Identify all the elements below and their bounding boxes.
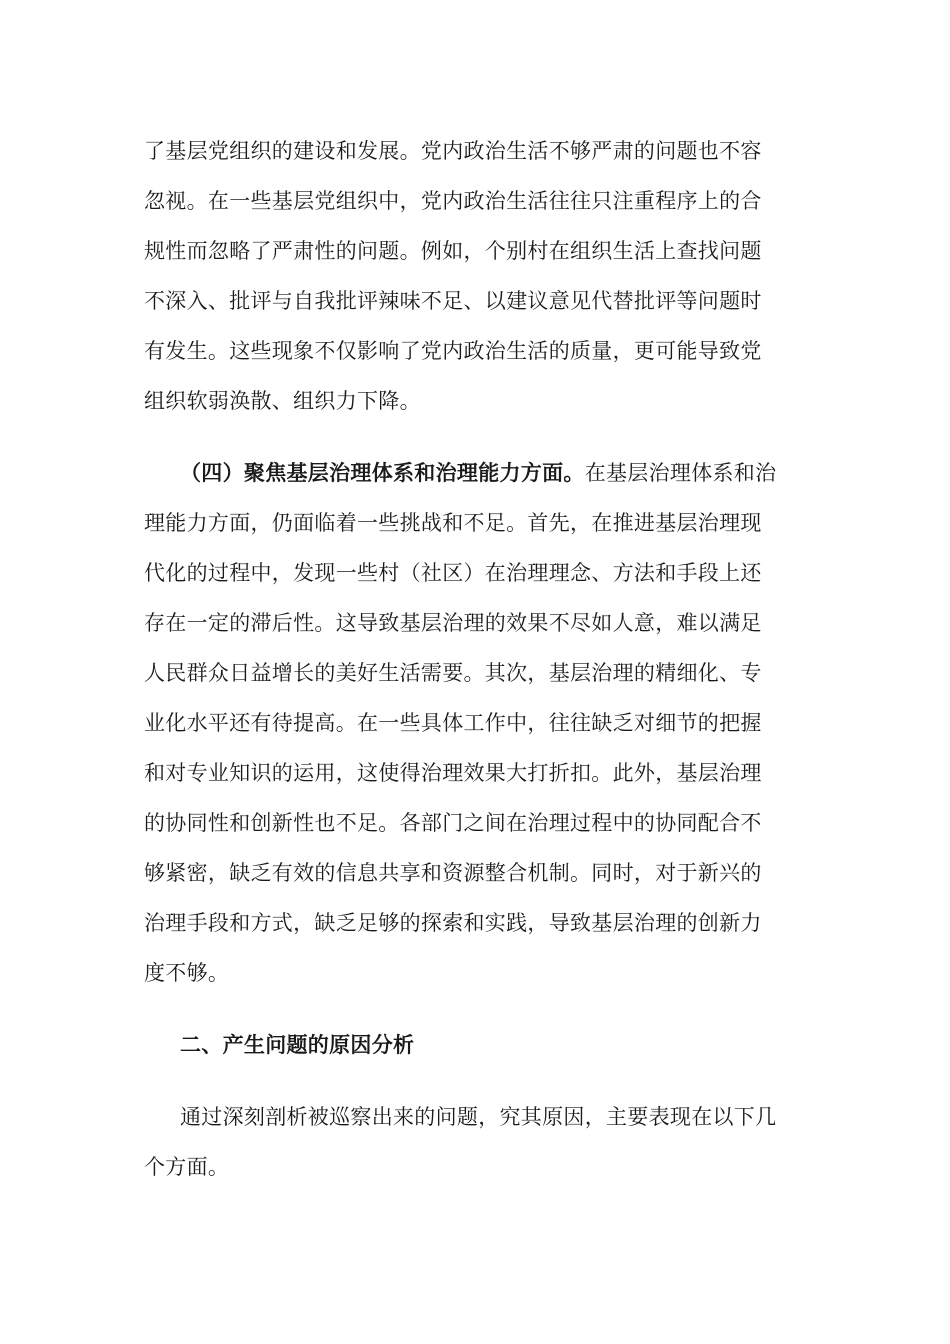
- text-line: 理能力方面，仍面临着一些挑战和不足。首先，在推进基层治理现: [144, 511, 762, 535]
- text-line-first: [144, 448, 809, 498]
- text-line: 组织软弱涣散、组织力下降。: [144, 389, 421, 413]
- text-line: 不深入、批评与自我批评辣味不足、以建议意见代替批评等问题时: [144, 289, 762, 313]
- text-line: 忽视。在一些基层党组织中，党内政治生活往往只注重程序上的合: [144, 189, 762, 213]
- text-line: 有发生。这些现象不仅影响了党内政治生活的质量，更可能导致党: [144, 339, 762, 363]
- paragraph-spacer: [144, 426, 809, 448]
- section-heading: 二、产生问题的原因分析: [180, 1033, 415, 1057]
- text-line: 的协同性和创新性也不足。各部门之间在治理过程中的协同配合不: [144, 811, 762, 835]
- text-line: 个方面。: [144, 1155, 230, 1179]
- text-line: 存在一定的滞后性。这导致基层治理的效果不尽如人意，难以满足: [144, 611, 762, 635]
- text-line: 代化的过程中，发现一些村（社区）在治理理念、方法和手段上还: [144, 561, 762, 585]
- paragraph-spacer: [144, 998, 809, 1020]
- text-line: 了基层党组织的建设和发展。党内政治生活不够严肃的问题也不容: [144, 139, 762, 163]
- text-line: 业化水平还有待提高。在一些具体工作中，往往缺乏对细节的把握: [144, 711, 762, 735]
- text-run: 在基层治理体系和治: [584, 461, 777, 485]
- text-line: 够紧密，缺乏有效的信息共享和资源整合机制。同时，对于新兴的: [144, 861, 762, 885]
- paragraph-2: [144, 448, 809, 998]
- paragraph-1: [144, 126, 809, 426]
- text-line: 和对专业知识的运用，这使得治理效果大打折扣。此外，基层治理: [144, 761, 762, 785]
- paragraph-3: [144, 1092, 809, 1192]
- paragraph-spacer: [144, 1070, 809, 1092]
- subsection-heading: （四）聚焦基层治理体系和治理能力方面。: [180, 461, 585, 485]
- text-line: 人民群众日益增长的美好生活需要。其次，基层治理的精细化、专: [144, 661, 762, 685]
- text-line: 治理手段和方式，缺乏足够的探索和实践，导致基层治理的创新力: [144, 911, 762, 935]
- text-line: 规性而忽略了严肃性的问题。例如，个别村在组织生活上查找问题: [144, 239, 762, 263]
- text-line: 度不够。: [144, 961, 230, 985]
- text-line-first: 通过深刻剖析被巡察出来的问题，究其原因，主要表现在以下几: [180, 1105, 777, 1129]
- document-body: [144, 126, 809, 1192]
